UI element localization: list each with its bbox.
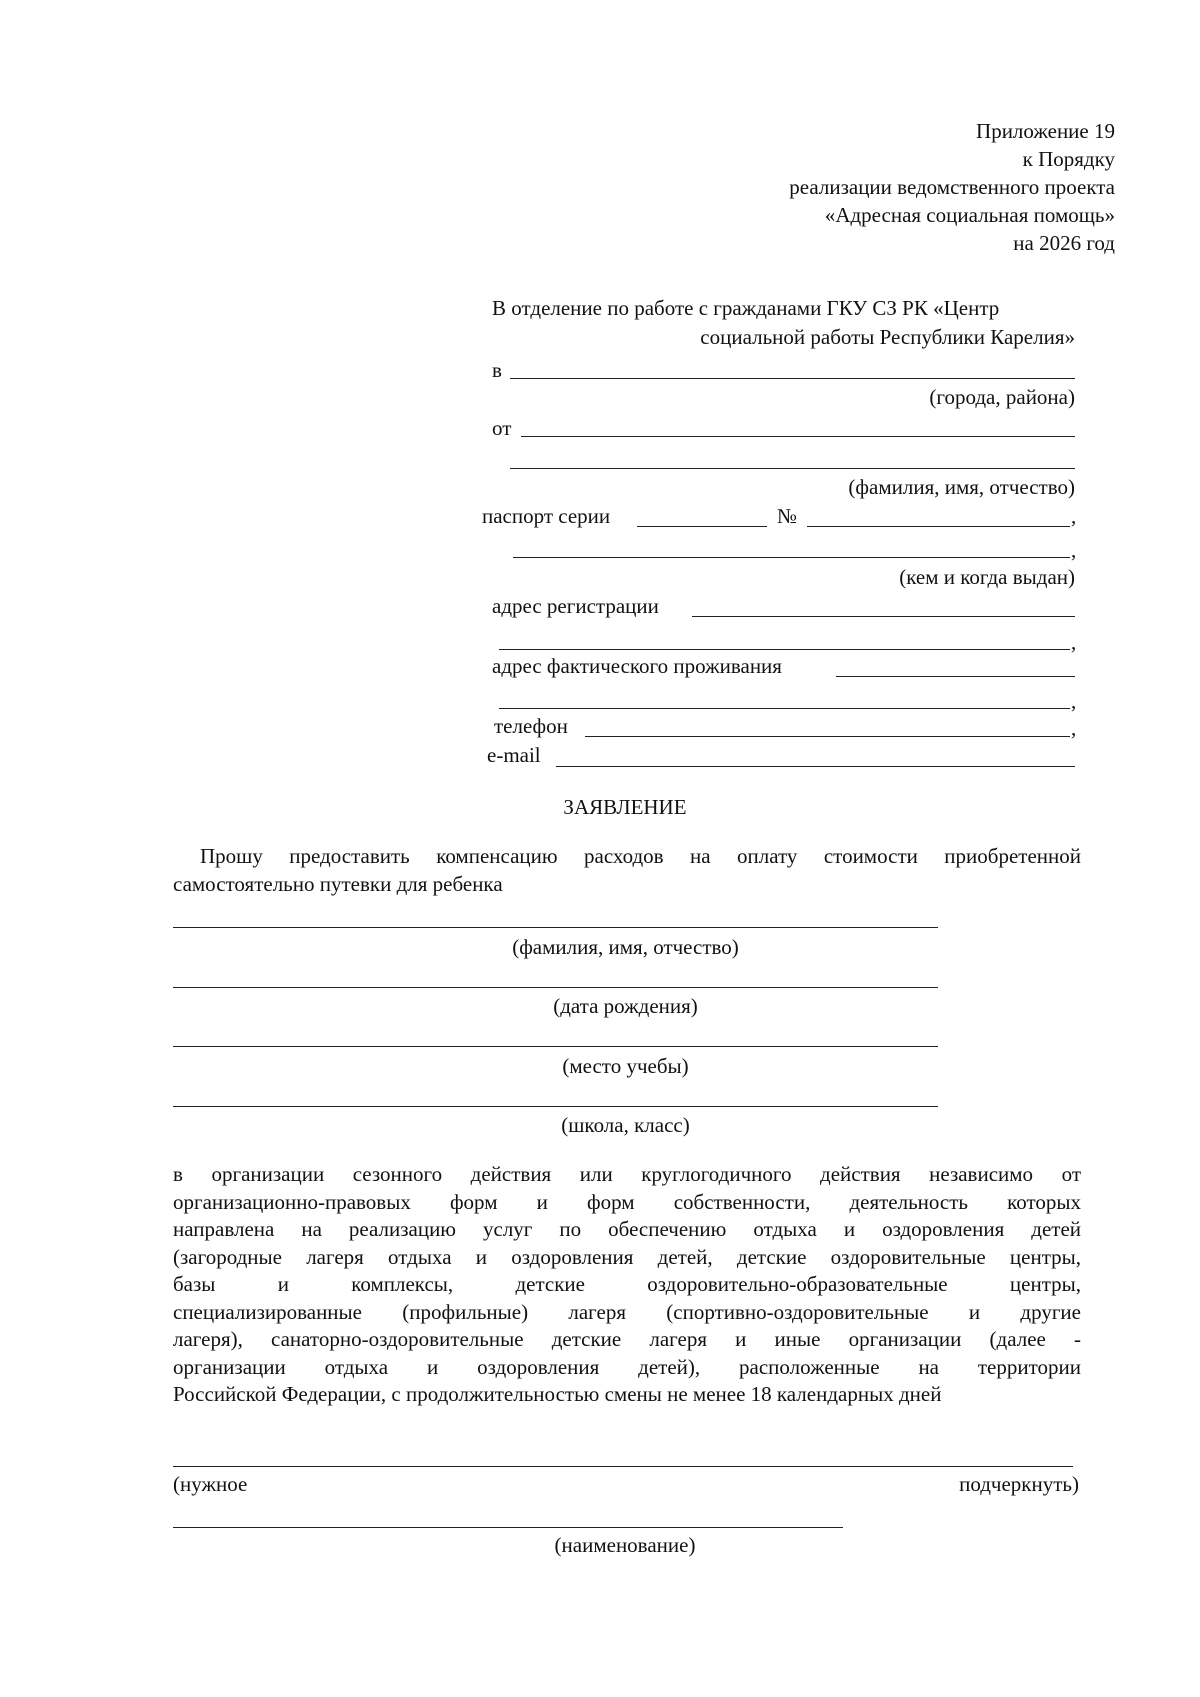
from-label: от	[492, 416, 512, 440]
organization-type-field[interactable]	[173, 1466, 1073, 1467]
child-birth-field[interactable]	[173, 987, 938, 988]
child-study-place-hint: (место учебы)	[562, 1054, 689, 1078]
organization-name-hint: (наименование)	[554, 1533, 696, 1557]
child-school-class-field[interactable]	[173, 1106, 938, 1107]
actual-address-field[interactable]	[836, 676, 1075, 677]
child-fio-hint: (фамилия, имя, отчество)	[512, 935, 739, 959]
child-study-place-field[interactable]	[173, 1046, 938, 1047]
applicant-fio-hint: (фамилия, имя, отчество)	[848, 475, 1075, 499]
applicant-fio-field[interactable]	[521, 436, 1075, 437]
actual-address-field-2[interactable]	[499, 708, 1070, 709]
email-field[interactable]	[556, 766, 1075, 767]
actual-address-label: адрес фактического проживания	[492, 654, 782, 678]
child-fio-field[interactable]	[173, 927, 938, 928]
body-line: организационно-правовых форм и форм собственности, деятельность которых	[173, 1189, 1081, 1214]
request-line-1: Прошу предоставить компенсацию расходов на оплату стоимости приобретенной	[200, 844, 1081, 868]
in-label: в	[492, 358, 502, 382]
addressee-line-1: В отделение по работе с гражданами ГКУ СЗ РК «Центр	[492, 296, 1000, 320]
comma: ,	[1071, 504, 1077, 528]
email-label: e-mail	[487, 743, 541, 767]
passport-issued-hint: (кем и когда выдан)	[899, 565, 1075, 589]
body-line: лагеря), санаторно-оздоровительные детские лагеря и иные организации (далее -	[173, 1327, 1081, 1351]
registration-address-field[interactable]	[692, 616, 1075, 617]
addressee-line-2: социальной работы Республики Карелия»	[700, 325, 1075, 349]
project-reference: реализации ведомственного проекта	[789, 175, 1115, 199]
organization-name-field[interactable]	[173, 1527, 843, 1528]
phone-field[interactable]	[585, 736, 1070, 737]
organization-description	[173, 1161, 1081, 1409]
passport-number-field[interactable]	[807, 526, 1070, 527]
underline-hint-right: подчеркнуть)	[959, 1472, 1079, 1496]
passport-issued-field[interactable]	[513, 557, 1070, 558]
applicant-fio-field-2[interactable]	[510, 468, 1075, 469]
city-hint: (города, района)	[929, 385, 1075, 409]
child-birth-hint: (дата рождения)	[553, 994, 698, 1018]
passport-series-field[interactable]	[637, 526, 767, 527]
body-line: специализированные (профильные) лагеря (спортивно-оздоровительные и другие	[173, 1299, 1081, 1324]
registration-address-field-2[interactable]	[499, 649, 1070, 650]
document-title: ЗАЯВЛЕНИЕ	[563, 795, 687, 819]
body-line: Российской Федерации, с продолжительностью смены не менее 18 календарных дней	[173, 1382, 942, 1406]
request-line-2: самостоятельно путевки для ребенка	[173, 872, 503, 896]
registration-address-label: адрес регистрации	[492, 594, 659, 618]
body-line: в организации сезонного действия или круглогодичного действия независимо от	[173, 1162, 1081, 1186]
body-line: (загородные лагеря отдыха и оздоровления детей, детские оздоровительные центры,	[173, 1244, 1081, 1269]
project-year: на 2026 год	[1013, 231, 1115, 255]
passport-number-label: №	[777, 504, 798, 528]
comma: ,	[1071, 689, 1077, 713]
city-field[interactable]	[510, 378, 1075, 379]
order-reference: к Порядку	[1022, 147, 1115, 171]
comma: ,	[1071, 630, 1077, 654]
comma: ,	[1071, 538, 1077, 562]
body-line: базы и комплексы, детские оздоровительно-образовательные центры,	[173, 1272, 1081, 1296]
body-line: организации отдыха и оздоровления детей), расположенные на территории	[173, 1354, 1081, 1379]
body-line: направлена на реализацию услуг по обеспечению отдыха и оздоровления детей	[173, 1217, 1081, 1241]
passport-series-label: паспорт серии	[482, 504, 611, 528]
underline-hint-left: (нужное	[173, 1472, 248, 1496]
phone-label: телефон	[494, 714, 568, 738]
appendix-number: Приложение 19	[976, 119, 1115, 143]
comma: ,	[1071, 716, 1077, 740]
project-name: «Адресная социальная помощь»	[824, 203, 1115, 227]
child-school-class-hint: (школа, класс)	[561, 1113, 690, 1137]
